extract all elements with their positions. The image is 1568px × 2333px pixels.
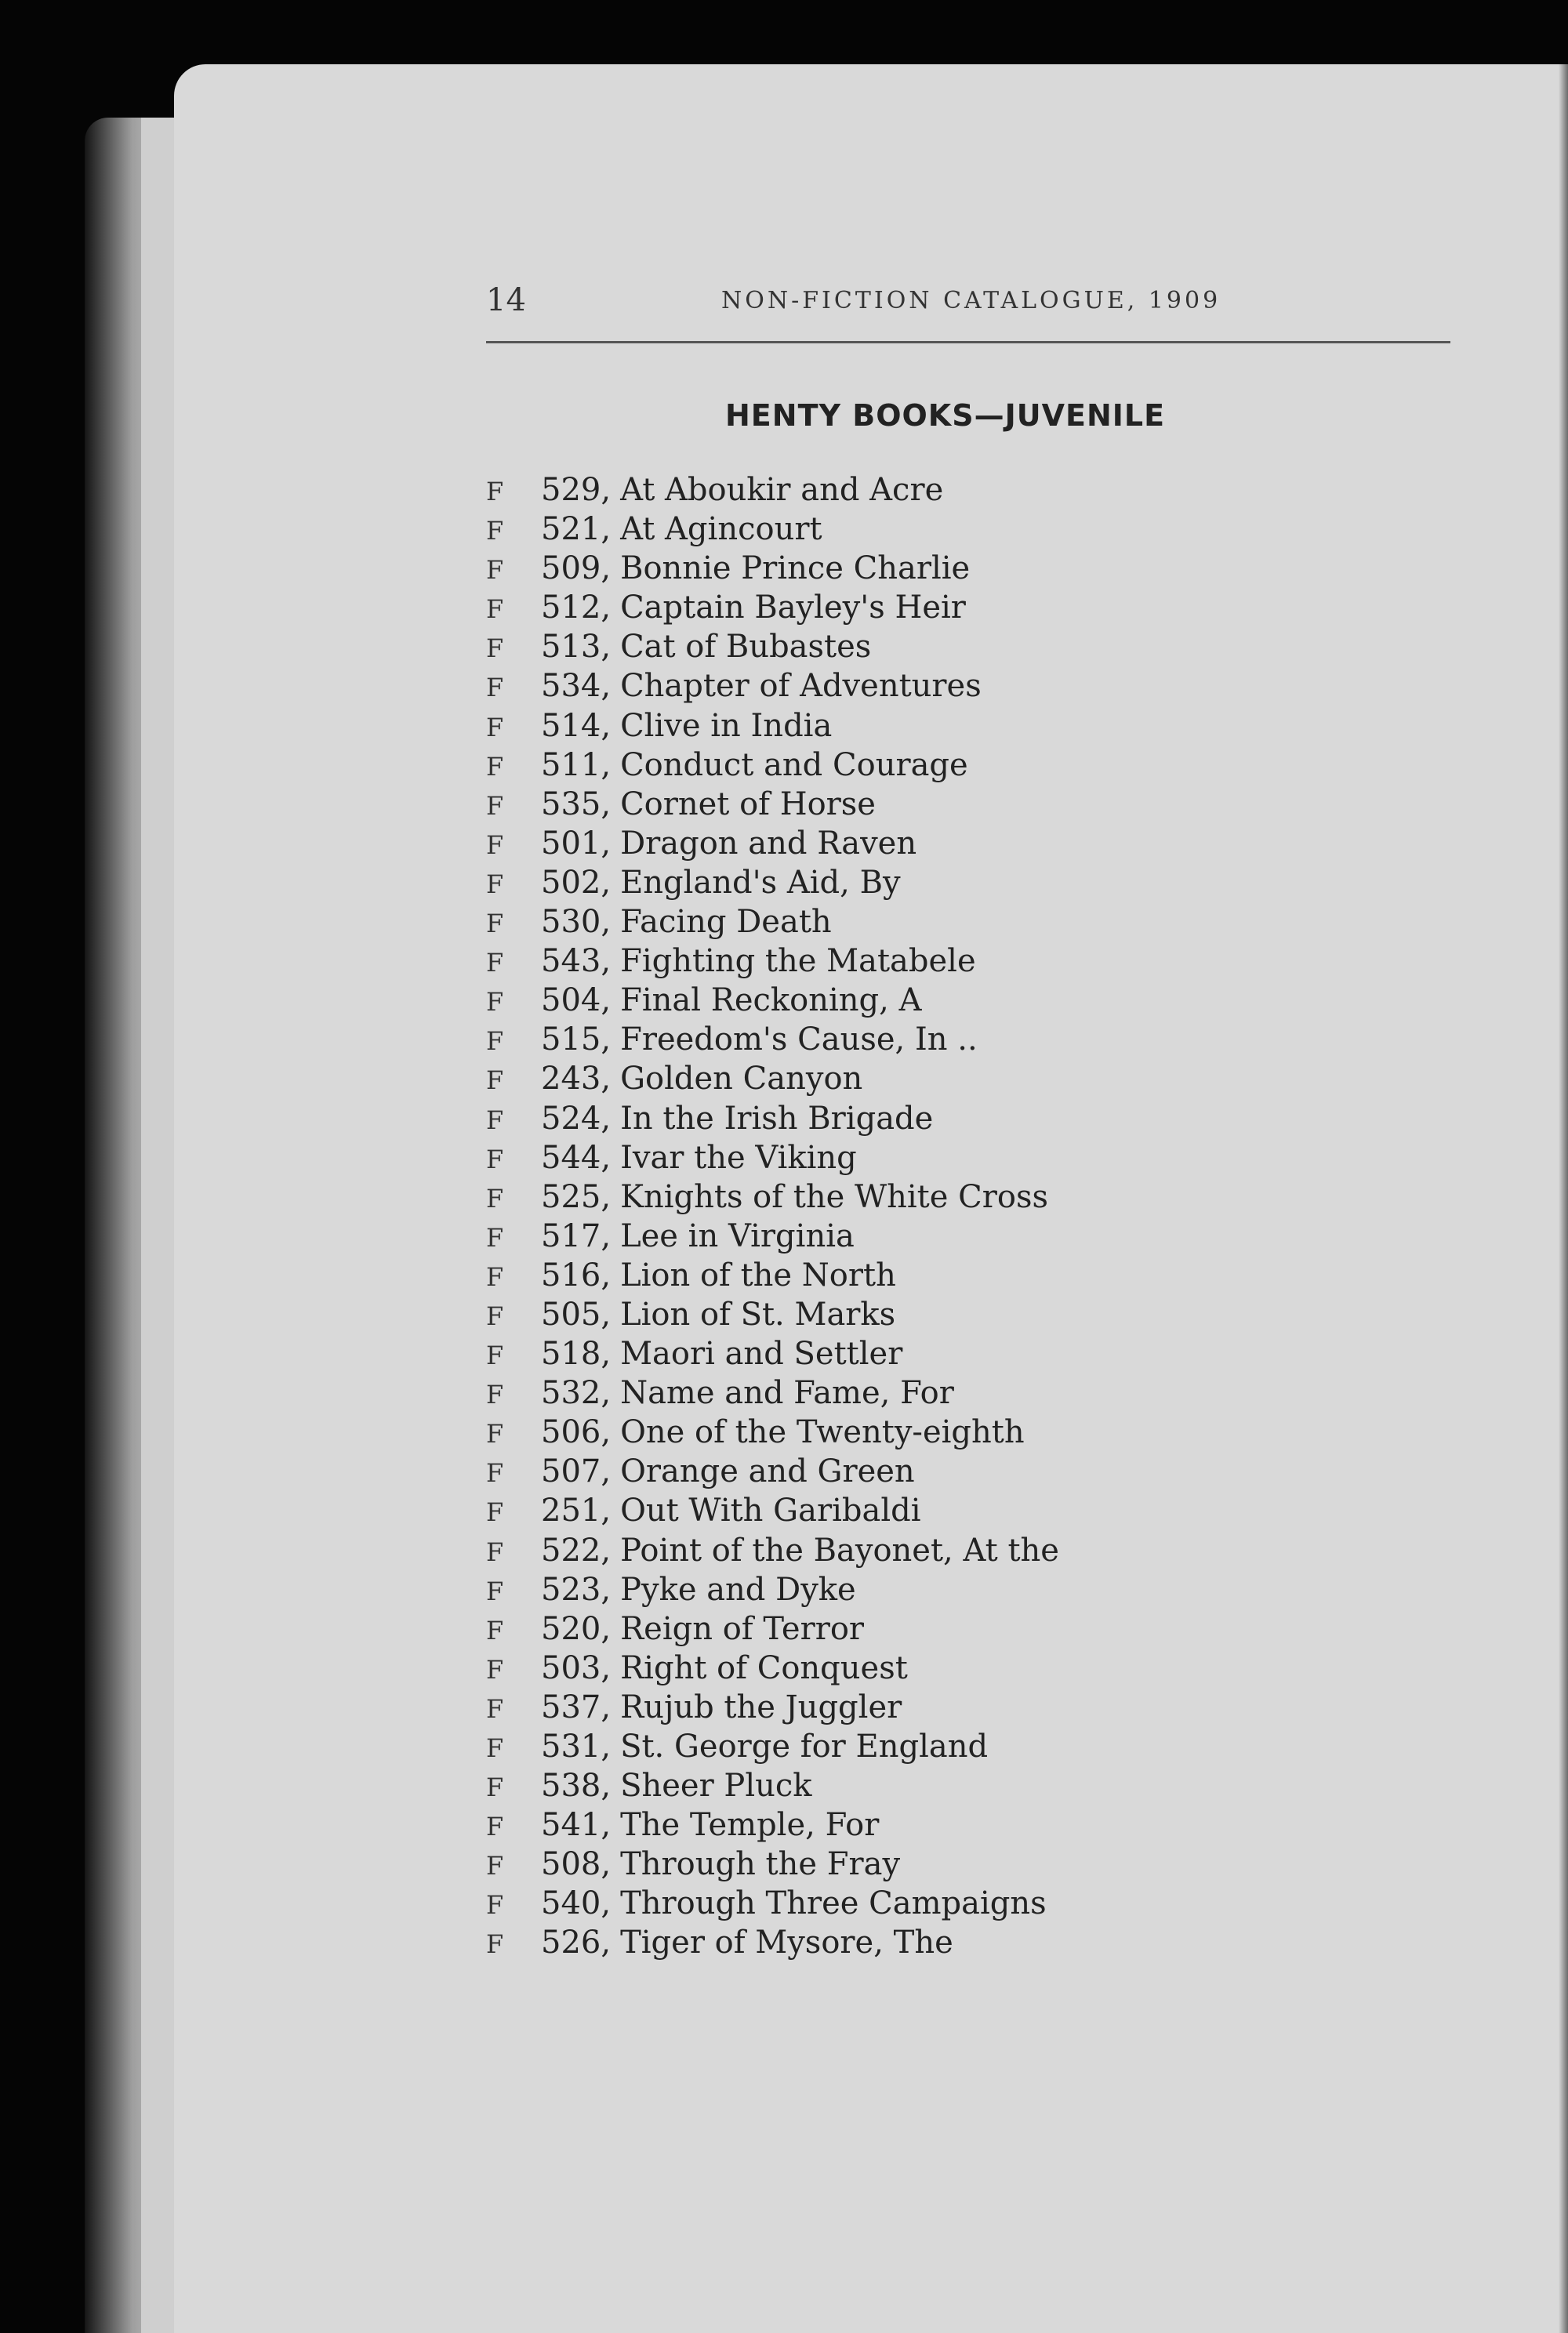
list-item	[486, 1452, 1427, 1491]
entry-number: 540,	[541, 1885, 612, 1922]
entry-prefix: F	[486, 673, 504, 703]
entry-title: The Temple, For	[620, 1807, 880, 1844]
entry-prefix: F	[486, 1537, 504, 1567]
list-item	[486, 1570, 1427, 1609]
entry-prefix: F	[486, 1419, 504, 1450]
entry-title: One of the Twenty-eighth	[620, 1414, 1025, 1451]
entry-title: England's Aid, By	[620, 864, 901, 901]
entry-prefix: F	[486, 477, 504, 506]
list-item	[486, 1609, 1427, 1649]
entry-number: 243,	[541, 1061, 612, 1098]
entry-number: 522,	[541, 1532, 612, 1569]
entry-title: Right of Conquest	[620, 1649, 908, 1686]
entry-prefix: F	[486, 869, 504, 899]
list-item	[486, 902, 1427, 942]
entry-number: 520,	[541, 1610, 612, 1647]
entry-prefix: F	[486, 790, 504, 821]
entry-title: Knights of the White Cross	[620, 1178, 1048, 1215]
entry-title: Lion of St. Marks	[620, 1296, 896, 1333]
list-item	[486, 1413, 1427, 1452]
page-header	[486, 282, 1458, 321]
entry-title: Lee in Virginia	[620, 1217, 855, 1254]
entry-prefix: F	[486, 1772, 504, 1803]
page-number: 14	[486, 282, 526, 318]
entry-number: 508,	[541, 1846, 612, 1883]
entry-number: 544,	[541, 1139, 612, 1176]
entry-number: 529,	[541, 472, 612, 508]
entry-title: Tiger of Mysore, The	[620, 1925, 953, 1961]
entry-number: 538,	[541, 1768, 612, 1805]
entry-title: At Agincourt	[620, 511, 822, 548]
list-item	[486, 1373, 1427, 1413]
list-item	[486, 1295, 1427, 1334]
entry-prefix: F	[486, 829, 504, 860]
entry-number: 513,	[541, 629, 612, 666]
entry-number: 517,	[541, 1217, 612, 1254]
entry-number: 523,	[541, 1571, 612, 1608]
list-item	[486, 824, 1427, 863]
entry-number: 509,	[541, 550, 612, 587]
entry-title: Through the Fray	[620, 1846, 901, 1883]
list-item	[486, 1020, 1427, 1059]
entry-title: Golden Canyon	[620, 1061, 863, 1098]
entry-title: Maori and Settler	[620, 1336, 903, 1373]
list-item	[486, 706, 1427, 746]
entry-prefix: F	[486, 1654, 504, 1685]
entry-title: Through Three Campaigns	[620, 1885, 1047, 1922]
list-item	[486, 863, 1427, 902]
entry-number: 514,	[541, 707, 612, 744]
entry-number: 515,	[541, 1021, 612, 1058]
section-title: HENTY BOOKS—JUVENILE	[725, 398, 1166, 433]
entry-title: Out With Garibaldi	[620, 1493, 921, 1529]
entry-number: 504,	[541, 982, 612, 1019]
list-item	[486, 746, 1427, 785]
page-edge	[141, 118, 176, 2333]
entry-number: 521,	[541, 511, 612, 548]
entry-title: Clive in India	[620, 707, 833, 744]
entry-title: Point of the Bayonet, At the	[620, 1532, 1059, 1569]
entry-prefix: F	[486, 987, 504, 1018]
entry-prefix: F	[486, 1183, 504, 1214]
entry-title: Bonnie Prince Charlie	[620, 550, 971, 587]
list-item	[486, 510, 1427, 549]
entry-prefix: F	[486, 1301, 504, 1331]
entry-number: 532,	[541, 1375, 612, 1412]
entry-title: Sheer Pluck	[620, 1768, 812, 1805]
list-item	[486, 627, 1427, 666]
entry-number: 530,	[541, 904, 612, 941]
entry-number: 251,	[541, 1493, 612, 1529]
entry-number: 537,	[541, 1689, 612, 1725]
entry-number: 502,	[541, 864, 612, 901]
entry-prefix: F	[486, 594, 504, 625]
list-item	[486, 942, 1427, 981]
entry-title: Final Reckoning, A	[620, 982, 922, 1019]
list-item	[486, 1845, 1427, 1884]
list-item	[486, 666, 1427, 706]
list-item	[486, 1256, 1427, 1295]
list-item	[486, 1923, 1427, 1962]
entry-title: St. George for England	[620, 1729, 989, 1765]
entry-number: 501,	[541, 825, 612, 862]
list-item	[486, 470, 1427, 510]
entry-title: In the Irish Brigade	[620, 1100, 934, 1137]
entry-prefix: F	[486, 555, 504, 586]
entry-title: Cat of Bubastes	[620, 629, 872, 666]
entry-prefix: F	[486, 1497, 504, 1528]
entry-title: Chapter of Adventures	[620, 668, 982, 705]
book-list	[486, 470, 1427, 1963]
list-item	[486, 1138, 1427, 1177]
entry-number: 526,	[541, 1925, 612, 1961]
entry-number: 518,	[541, 1336, 612, 1373]
list-item	[486, 1688, 1427, 1727]
list-item	[486, 785, 1427, 824]
entry-number: 511,	[541, 746, 612, 783]
entry-prefix: F	[486, 1026, 504, 1057]
entry-prefix: F	[486, 633, 504, 664]
entry-title: Lion of the North	[620, 1257, 896, 1293]
entry-number: 505,	[541, 1296, 612, 1333]
entry-title: Facing Death	[620, 904, 832, 941]
entry-title: Pyke and Dyke	[620, 1571, 856, 1608]
entry-prefix: F	[486, 1380, 504, 1410]
list-item	[486, 1059, 1427, 1098]
list-item	[486, 1217, 1427, 1256]
entry-number: 516,	[541, 1257, 612, 1293]
entry-number: 543,	[541, 943, 612, 980]
list-item	[486, 1649, 1427, 1688]
entry-number: 535,	[541, 786, 612, 822]
entry-title: Reign of Terror	[620, 1610, 865, 1647]
entry-prefix: F	[486, 909, 504, 939]
list-item	[486, 1491, 1427, 1530]
list-item	[486, 1805, 1427, 1845]
entry-title: Freedom's Cause, In ..	[620, 1021, 978, 1058]
entry-prefix: F	[486, 1065, 504, 1096]
entry-title: Orange and Green	[620, 1453, 915, 1490]
entry-number: 525,	[541, 1178, 612, 1215]
entry-prefix: F	[486, 1341, 504, 1371]
entry-title: Cornet of Horse	[620, 786, 876, 822]
list-item	[486, 1334, 1427, 1373]
entry-prefix: F	[486, 1615, 504, 1645]
entry-prefix: F	[486, 1105, 504, 1135]
entry-prefix: F	[486, 1458, 504, 1489]
entry-prefix: F	[486, 1576, 504, 1606]
list-item	[486, 1884, 1427, 1923]
entry-prefix: F	[486, 1693, 504, 1724]
entry-prefix: F	[486, 1812, 504, 1842]
entry-prefix: F	[486, 516, 504, 546]
entry-prefix: F	[486, 1144, 504, 1174]
entry-number: 507,	[541, 1453, 612, 1490]
list-item	[486, 1177, 1427, 1217]
entry-prefix: F	[486, 1929, 504, 1960]
entry-title: Name and Fame, For	[620, 1375, 954, 1412]
entry-title: Ivar the Viking	[620, 1139, 857, 1176]
page-right-edge	[1559, 64, 1568, 2333]
entry-number: 524,	[541, 1100, 612, 1137]
list-item	[486, 1531, 1427, 1570]
running-title: NON-FICTION CATALOGUE, 1909	[721, 287, 1221, 314]
entry-prefix: F	[486, 1222, 504, 1253]
entry-title: Fighting the Matabele	[620, 943, 976, 980]
entry-number: 512,	[541, 590, 612, 626]
header-rule	[486, 341, 1450, 343]
entry-prefix: F	[486, 1851, 504, 1881]
list-item	[486, 588, 1427, 627]
entry-title: Rujub the Juggler	[620, 1689, 902, 1725]
list-item	[486, 549, 1427, 588]
entry-prefix: F	[486, 948, 504, 978]
entry-prefix: F	[486, 1261, 504, 1292]
entry-title: Dragon and Raven	[620, 825, 917, 862]
list-item	[486, 1099, 1427, 1138]
entry-number: 541,	[541, 1807, 612, 1844]
list-item	[486, 1766, 1427, 1805]
list-item	[486, 1727, 1427, 1766]
entry-prefix: F	[486, 751, 504, 782]
entry-title: Conduct and Courage	[620, 746, 968, 783]
entry-number: 531,	[541, 1729, 612, 1765]
entry-prefix: F	[486, 1890, 504, 1921]
entry-prefix: F	[486, 1733, 504, 1763]
entry-title: Captain Bayley's Heir	[620, 590, 966, 626]
entry-title: At Aboukir and Acre	[620, 472, 944, 508]
entry-prefix: F	[486, 712, 504, 742]
entry-number: 503,	[541, 1649, 612, 1686]
list-item	[486, 981, 1427, 1020]
entry-number: 506,	[541, 1414, 612, 1451]
entry-number: 534,	[541, 668, 612, 705]
